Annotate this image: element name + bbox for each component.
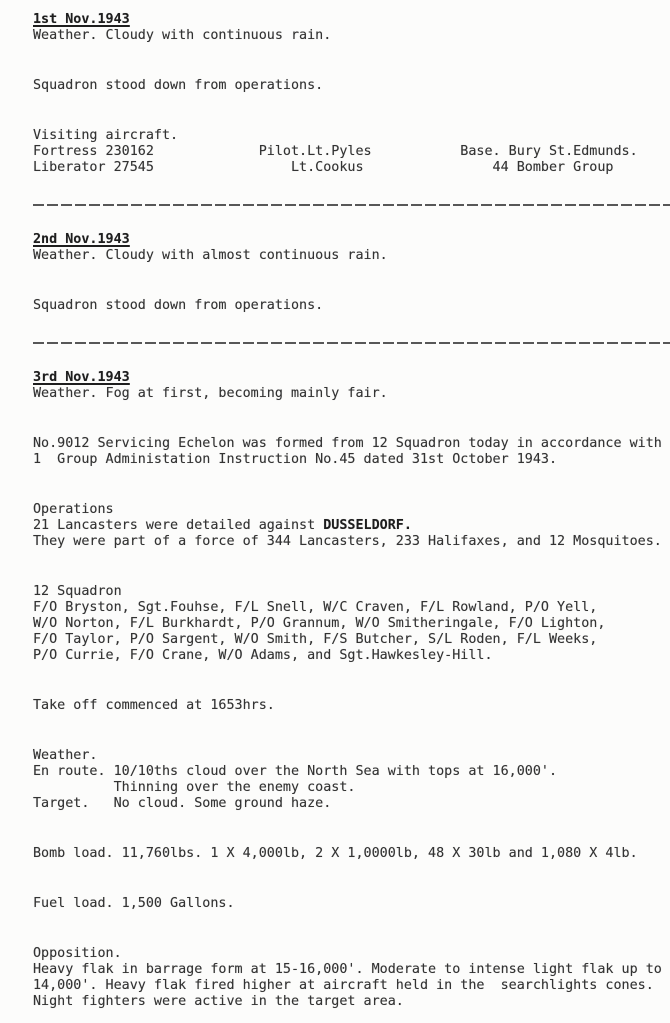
- date-heading: 1st Nov.1943: [33, 12, 130, 27]
- document-line: Fuel load. 1,500 Gallons.: [33, 896, 235, 911]
- paragraph: [33, 698, 670, 714]
- document-line: W/O Norton, F/L Burkhardt, P/O Grannum, W/O Smitheringale, F/O Lighton,: [33, 616, 606, 631]
- typed-divider-rule: [33, 342, 670, 344]
- paragraph: [33, 896, 670, 912]
- date-heading: 2nd Nov.1943: [33, 232, 130, 247]
- paragraph: [33, 748, 670, 812]
- document-line: Visiting aircraft.: [33, 128, 179, 143]
- document-line: Heavy flak in barrage form at 15-16,000'. Moderate to intense light flak up to: [33, 962, 662, 977]
- document-line: 1 Group Administation Instruction No.45 dated 31st October 1943.: [33, 452, 558, 467]
- document-line: [33, 518, 670, 534]
- paragraph: [33, 436, 670, 468]
- paragraph: [33, 248, 670, 264]
- log-entry: [33, 370, 670, 1010]
- document-line: 12 Squadron: [33, 584, 122, 599]
- paragraph: [33, 386, 670, 402]
- document-line: En route. 10/10ths cloud over the North Sea with tops at 16,000'.: [33, 764, 558, 779]
- paragraph: [33, 502, 670, 550]
- paragraph: [33, 584, 670, 664]
- document-line: Thinning over the enemy coast.: [33, 780, 356, 795]
- paragraph: [33, 78, 670, 94]
- document-line: Weather. Fog at first, becoming mainly fair.: [33, 386, 388, 401]
- date-heading: 3rd Nov.1943: [33, 370, 130, 385]
- document-line: Operations: [33, 502, 114, 517]
- document-line: Take off commenced at 1653hrs.: [33, 698, 275, 713]
- document-line: No.9012 Servicing Echelon was formed from 12 Squadron today in accordance with: [33, 436, 662, 451]
- document-line: P/O Currie, F/O Crane, W/O Adams, and Sgt.Hawkesley-Hill.: [33, 648, 493, 663]
- document-line: F/O Taylor, P/O Sargent, W/O Smith, F/S Butcher, S/L Roden, F/L Weeks,: [33, 632, 598, 647]
- operations-record-document: [33, 12, 670, 1010]
- document-line: 14,000'. Heavy flak fired higher at aircraft held in the searchlights cones.: [33, 978, 654, 993]
- paragraph: [33, 28, 670, 44]
- document-line: Fortress 230162 Pilot.Lt.Pyles Base. Bury St.Edmunds.: [33, 144, 638, 159]
- log-entry: [33, 12, 670, 176]
- document-line: Target. No cloud. Some ground haze.: [33, 796, 332, 811]
- log-entry: [33, 232, 670, 314]
- document-line: Weather. Cloudy with almost continuous rain.: [33, 248, 388, 263]
- document-line: Weather. Cloudy with continuous rain.: [33, 28, 332, 43]
- document-line: Night fighters were active in the target area.: [33, 994, 404, 1009]
- text-segment: 21 Lancasters were detailed against: [33, 518, 324, 533]
- document-line: Weather.: [33, 748, 98, 763]
- document-line: Liberator 27545 Lt.Cookus 44 Bomber Group: [33, 160, 614, 175]
- paragraph: [33, 298, 670, 314]
- paragraph: [33, 946, 670, 1010]
- document-line: Opposition.: [33, 946, 122, 961]
- paragraph: [33, 846, 670, 862]
- emphasis-text: DUSSELDORF.: [323, 518, 412, 533]
- paragraph: [33, 128, 670, 176]
- document-line: F/O Bryston, Sgt.Fouhse, F/L Snell, W/C Craven, F/L Rowland, P/O Yell,: [33, 600, 598, 615]
- document-line: They were part of a force of 344 Lancasters, 233 Halifaxes, and 12 Mosquitoes.: [33, 534, 662, 549]
- typed-divider-rule: [33, 204, 670, 206]
- document-line: Squadron stood down from operations.: [33, 298, 324, 313]
- document-line: Bomb load. 11,760lbs. 1 X 4,000lb, 2 X 1,0000lb, 48 X 30lb and 1,080 X 4lb.: [33, 846, 638, 861]
- document-line: Squadron stood down from operations.: [33, 78, 324, 93]
